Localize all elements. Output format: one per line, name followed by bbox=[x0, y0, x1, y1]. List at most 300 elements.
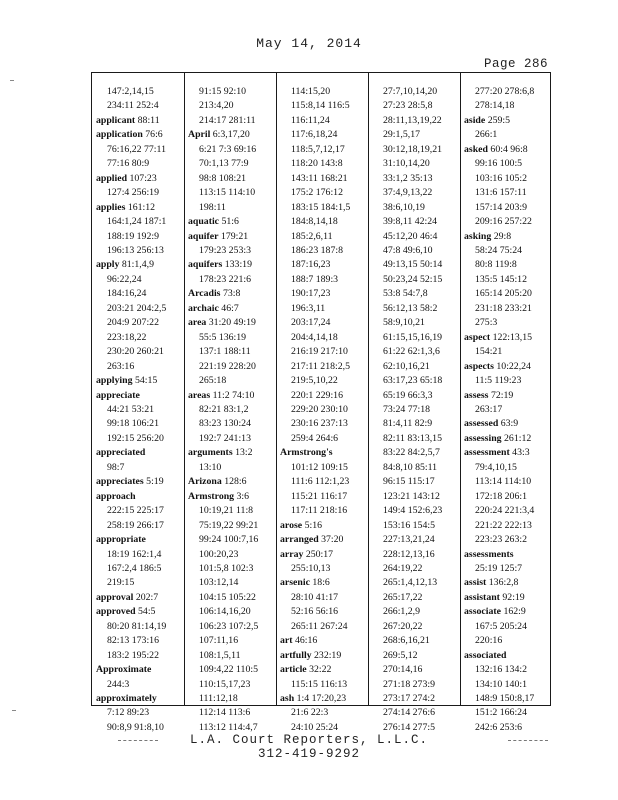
page-line-refs: 265:11 267:24 bbox=[291, 620, 348, 632]
index-entry-head bbox=[188, 446, 274, 460]
page-line-refs: 1:4 17:20,23 bbox=[296, 693, 347, 705]
page-line-refs: 277:20 278:6,8 bbox=[475, 86, 535, 97]
index-entry-head bbox=[96, 201, 182, 215]
index-term: assessed bbox=[464, 418, 499, 430]
index-entry bbox=[464, 576, 550, 590]
index-term: assessment bbox=[464, 447, 510, 459]
page-line-refs: 96:15 115:17 bbox=[383, 476, 435, 488]
page-line-refs: 63:17,23 65:18 bbox=[383, 375, 443, 387]
page-line-refs: 147:2,14,15 bbox=[107, 86, 154, 97]
index-entry bbox=[464, 331, 550, 360]
page-line-refs: 99:24 100:7,16 bbox=[199, 534, 259, 546]
page-line-refs: 179:23 253:3 bbox=[199, 244, 251, 256]
page-line-refs: 192:7 241:13 bbox=[199, 432, 251, 444]
page-line-refs: 32:22 bbox=[309, 664, 332, 676]
index-entry bbox=[372, 316, 458, 330]
index-entry bbox=[96, 605, 182, 663]
page-line-refs: 263:17 bbox=[475, 403, 503, 415]
page-line-refs: 63:9 bbox=[500, 418, 519, 430]
page-line-refs: 154:21 bbox=[475, 346, 503, 358]
index-entry bbox=[96, 172, 182, 201]
index-entry bbox=[280, 389, 366, 403]
index-entry bbox=[464, 99, 550, 113]
page-line-refs: 265:18 bbox=[199, 375, 227, 387]
index-entry-head bbox=[464, 576, 550, 590]
index-term: art bbox=[280, 635, 293, 647]
page-line-refs: 118:20 143:8 bbox=[291, 158, 343, 170]
index-entry bbox=[280, 143, 366, 157]
page-line-refs: 18:6 bbox=[312, 577, 330, 589]
index-entry bbox=[188, 475, 274, 489]
page-line-refs: 106:23 107:2,5 bbox=[199, 620, 259, 632]
page-line-refs: 58:9,10,21 bbox=[383, 317, 425, 329]
page-line-refs: 220:24 221:3,4 bbox=[475, 505, 535, 517]
index-entry bbox=[96, 389, 182, 447]
page-line-refs: 81:4,11 82:9 bbox=[383, 418, 433, 430]
page-line-refs: 82:11 83:13,15 bbox=[383, 432, 442, 444]
page-line-refs: 75:19,22 99:21 bbox=[199, 519, 259, 531]
page-line-refs: 183:15 184:1,5 bbox=[291, 201, 351, 213]
page-line-refs: 229:20 230:10 bbox=[291, 403, 348, 415]
index-entry bbox=[372, 230, 458, 244]
page-line-refs: 13:2 bbox=[235, 447, 253, 459]
page-line-refs: 230:20 260:21 bbox=[107, 346, 164, 358]
page-line-refs: 115:21 116:17 bbox=[291, 490, 348, 502]
index-entry-head bbox=[464, 114, 550, 128]
index-entry-head bbox=[188, 316, 274, 330]
index-entry bbox=[188, 114, 274, 128]
index-entry-head bbox=[464, 548, 550, 562]
index-entry bbox=[372, 403, 458, 417]
page-line-refs: 216:19 217:10 bbox=[291, 346, 348, 358]
page-line-refs: 203:17,24 bbox=[291, 317, 331, 329]
index-term: appropriate bbox=[96, 534, 146, 546]
page-line-refs: 58:24 75:24 bbox=[475, 244, 523, 256]
page-line-refs: 84:8,10 85:11 bbox=[383, 461, 438, 473]
index-entry-head bbox=[96, 258, 182, 272]
page-line-refs: 230:16 237:13 bbox=[291, 418, 348, 430]
page-line-refs: 24:10 25:24 bbox=[291, 721, 339, 733]
page-line-refs: 266:1,2,9 bbox=[383, 606, 421, 618]
index-entry bbox=[464, 360, 550, 389]
page-line-refs: 137:1 188:11 bbox=[199, 346, 251, 358]
index-term: associated bbox=[464, 649, 507, 661]
page-line-refs: 39:8,11 42:24 bbox=[383, 216, 438, 228]
page-line-refs: 21:6 22:3 bbox=[291, 707, 329, 719]
index-entry bbox=[464, 605, 550, 648]
page-line-refs: 167:5 205:24 bbox=[475, 620, 527, 632]
index-entry bbox=[96, 533, 182, 591]
index-entry bbox=[280, 201, 366, 215]
page-line-refs: 53:8 54:7,8 bbox=[383, 288, 428, 300]
index-entry-head bbox=[96, 389, 182, 403]
index-entry bbox=[188, 302, 274, 316]
index-entry bbox=[280, 244, 366, 258]
page-line-refs: 109:4,22 110:5 bbox=[199, 664, 258, 676]
index-entry bbox=[372, 576, 458, 590]
page-line-refs: 219:5,10,22 bbox=[291, 375, 338, 387]
page-line-refs: 128:6 bbox=[224, 476, 247, 488]
index-entry bbox=[188, 389, 274, 447]
page-line-refs: 49:13,15 50:14 bbox=[383, 259, 443, 271]
index-entry bbox=[96, 374, 182, 388]
page-line-refs: 91:15 92:10 bbox=[199, 86, 247, 97]
index-entry-head bbox=[96, 591, 182, 605]
index-entry-head bbox=[280, 634, 366, 648]
index-entry-head bbox=[96, 128, 182, 142]
index-entry bbox=[96, 258, 182, 374]
index-term: area bbox=[188, 317, 207, 329]
index-term: assist bbox=[464, 577, 487, 589]
page-line-refs: 82:13 173:16 bbox=[107, 635, 159, 647]
index-entry-head bbox=[464, 591, 550, 605]
index-entry bbox=[372, 389, 458, 403]
page-line-refs: 209:16 257:22 bbox=[475, 216, 532, 228]
index-entry bbox=[280, 417, 366, 431]
page-line-refs: 77:16 80:9 bbox=[107, 158, 150, 170]
page-line-refs: 73:8 bbox=[222, 288, 241, 300]
index-entry bbox=[464, 417, 550, 431]
court-reporter-phone: 312-419-9292 bbox=[257, 747, 360, 761]
index-term: artfully bbox=[280, 649, 312, 661]
index-term: arose bbox=[280, 519, 303, 531]
page-line-refs: 103:12,14 bbox=[199, 577, 239, 589]
index-entry bbox=[96, 475, 182, 489]
index-column-3 bbox=[280, 85, 366, 733]
index-entry bbox=[96, 490, 182, 533]
index-entry bbox=[372, 605, 458, 619]
index-entry bbox=[464, 548, 550, 577]
page-line-refs: 136:2,8 bbox=[488, 577, 519, 589]
page-line-refs: 11:2 74:10 bbox=[212, 389, 255, 401]
page-line-refs: 5:16 bbox=[304, 519, 323, 531]
page-line-refs: 54:5 bbox=[138, 606, 156, 618]
page-line-refs: 7:12 89:23 bbox=[107, 707, 150, 719]
index-entry bbox=[188, 446, 274, 475]
page-line-refs: 50:23,24 52:15 bbox=[383, 273, 443, 285]
index-term: Armstrong bbox=[188, 490, 235, 502]
index-entry-head bbox=[464, 432, 550, 446]
page-line-refs: 127:4 256:19 bbox=[107, 187, 159, 199]
index-entry bbox=[280, 432, 366, 446]
index-term: Arcadis bbox=[188, 288, 221, 300]
page-line-refs: 167:2,4 186:5 bbox=[107, 562, 162, 574]
page-line-refs: 73:24 77:18 bbox=[383, 403, 431, 415]
page-line-refs: 187:16,23 bbox=[291, 259, 331, 271]
index-term: Arizona bbox=[188, 476, 222, 488]
page-line-refs: 103:16 105:2 bbox=[475, 172, 527, 184]
index-entry bbox=[280, 519, 366, 533]
page-line-refs: 132:16 134:2 bbox=[475, 664, 527, 676]
page-line-refs: 266:1 bbox=[475, 129, 498, 141]
index-entry bbox=[372, 620, 458, 634]
index-entry bbox=[372, 114, 458, 128]
page-line-refs: 25:19 125:7 bbox=[475, 562, 523, 574]
index-entry-head bbox=[280, 533, 366, 547]
page-line-refs: 270:14,16 bbox=[383, 664, 423, 676]
index-entry bbox=[372, 417, 458, 431]
index-entry bbox=[372, 128, 458, 142]
page-line-refs: 37:20 bbox=[321, 534, 344, 546]
index-term: aside bbox=[464, 114, 486, 126]
page-line-refs: 80:8 119:8 bbox=[475, 259, 517, 271]
index-entry-head bbox=[280, 692, 366, 706]
index-term: assess bbox=[464, 389, 489, 401]
index-entry bbox=[188, 258, 274, 287]
page-line-refs: 214:17 281:11 bbox=[199, 114, 256, 126]
page-line-refs: 204:9 207:22 bbox=[107, 317, 159, 329]
page-line-refs: 134:10 140:1 bbox=[475, 678, 527, 690]
page-line-refs: 157:14 203:9 bbox=[475, 201, 527, 213]
index-term: approval bbox=[96, 591, 134, 603]
page-line-refs: 101:5,8 102:3 bbox=[199, 562, 254, 574]
page-line-refs: 5:19 bbox=[146, 476, 164, 488]
page-line-refs: 172:18 206:1 bbox=[475, 490, 527, 502]
index-entry-head bbox=[96, 446, 182, 460]
index-entry bbox=[464, 591, 550, 605]
page-line-refs: 72:19 bbox=[490, 389, 514, 401]
index-term: appreciates bbox=[96, 476, 144, 488]
page-line-refs: 219:15 bbox=[107, 577, 135, 589]
index-entry-head bbox=[464, 649, 550, 663]
index-entry bbox=[188, 215, 274, 229]
column-divider bbox=[368, 73, 369, 705]
index-entry bbox=[96, 591, 182, 605]
index-entry-head bbox=[280, 548, 366, 562]
index-entry bbox=[372, 591, 458, 605]
index-term: asking bbox=[464, 230, 492, 242]
index-entry bbox=[280, 302, 366, 316]
page-line-refs: 250:17 bbox=[305, 548, 334, 560]
page-line-refs: 99:16 100:5 bbox=[475, 158, 523, 170]
index-entry bbox=[188, 287, 274, 301]
index-term: assessing bbox=[464, 432, 502, 444]
page-line-refs: 264:19,22 bbox=[383, 562, 423, 574]
index-term: associate bbox=[464, 606, 502, 618]
page-line-refs: 46:16 bbox=[294, 635, 318, 647]
index-entry bbox=[464, 432, 550, 446]
page-line-refs: 275:3 bbox=[475, 317, 498, 329]
page-line-refs: 192:15 256:20 bbox=[107, 432, 164, 444]
index-column-4 bbox=[372, 85, 458, 733]
page-line-refs: 184:8,14,18 bbox=[291, 216, 338, 228]
index-entry bbox=[372, 634, 458, 648]
index-entry bbox=[96, 114, 182, 128]
index-entry bbox=[280, 374, 366, 388]
index-term: Armstrong's bbox=[280, 447, 333, 459]
index-entry bbox=[280, 273, 366, 287]
index-entry-head bbox=[464, 360, 550, 374]
index-entry bbox=[372, 201, 458, 215]
index-term: Approximate bbox=[96, 664, 152, 676]
page-line-refs: 162:9 bbox=[503, 606, 526, 618]
page-line-refs: 61:22 62:1,3,6 bbox=[383, 346, 440, 358]
index-entry bbox=[372, 692, 458, 706]
page-line-refs: 258:19 266:17 bbox=[107, 519, 164, 531]
page-line-refs: 184:16,24 bbox=[107, 288, 147, 300]
page-line-refs: 107:11,16 bbox=[199, 635, 239, 647]
index-entry bbox=[372, 678, 458, 692]
page-line-refs: 263:16 bbox=[107, 360, 135, 372]
index-entry-head bbox=[188, 302, 274, 316]
page-line-refs: 269:5,12 bbox=[383, 649, 418, 661]
index-entry-head bbox=[96, 114, 182, 128]
page-line-refs: 232:19 bbox=[314, 649, 342, 661]
page-line-refs: 223:23 263:2 bbox=[475, 534, 527, 546]
page-line-refs: 29:1,5,17 bbox=[383, 129, 421, 141]
page-line-refs: 76:16,22 77:11 bbox=[107, 143, 166, 155]
index-entry bbox=[372, 475, 458, 489]
transcript-date: May 14, 2014 bbox=[256, 36, 362, 51]
index-term: April bbox=[188, 129, 211, 141]
index-entry bbox=[372, 374, 458, 388]
page-line-refs: 217:11 218:2,5 bbox=[291, 360, 350, 372]
index-entry bbox=[464, 649, 550, 736]
page-line-refs: 38:6,10,19 bbox=[383, 201, 425, 213]
index-entry bbox=[372, 432, 458, 446]
column-divider bbox=[276, 73, 277, 705]
page-line-refs: 267:20,22 bbox=[383, 620, 423, 632]
index-entry bbox=[464, 85, 550, 99]
index-entry bbox=[372, 461, 458, 475]
page-line-refs: 101:12 109:15 bbox=[291, 461, 348, 473]
index-entry bbox=[280, 533, 366, 547]
page-line-refs: 259:5 bbox=[487, 114, 511, 126]
page-line-refs: 92:19 bbox=[502, 591, 525, 603]
page-line-refs: 261:12 bbox=[504, 432, 532, 444]
index-column-2 bbox=[188, 85, 274, 733]
index-entry bbox=[372, 287, 458, 301]
page-line-refs: 135:5 145:12 bbox=[475, 273, 527, 285]
page-line-refs: 265:17,22 bbox=[383, 591, 423, 603]
page-line-refs: 27:23 28:5,8 bbox=[383, 100, 433, 112]
scan-artifact-line bbox=[118, 740, 158, 741]
page-line-refs: 62:10,16,21 bbox=[383, 360, 430, 372]
index-entry bbox=[464, 143, 550, 230]
page-line-refs: 242:6 253:6 bbox=[475, 721, 523, 733]
index-entry-head bbox=[464, 417, 550, 431]
page-line-refs: 231:18 233:21 bbox=[475, 302, 532, 314]
index-term: assessments bbox=[464, 548, 514, 560]
index-entry bbox=[464, 389, 550, 418]
index-term: asked bbox=[464, 143, 488, 155]
index-entry bbox=[372, 548, 458, 562]
page-line-refs: 178:23 221:6 bbox=[199, 273, 251, 285]
page-line-refs: 27:7,10,14,20 bbox=[383, 86, 438, 97]
page-line-refs: 28:11,13,19,22 bbox=[383, 114, 442, 126]
index-entry bbox=[280, 692, 366, 735]
index-entry bbox=[372, 706, 458, 720]
page-line-refs: 31:10,14,20 bbox=[383, 158, 430, 170]
page-line-refs: 196:13 256:13 bbox=[107, 244, 164, 256]
index-entry bbox=[280, 157, 366, 171]
page-line-refs: 165:14 205:20 bbox=[475, 288, 532, 300]
page-line-refs: 83:22 84:2,5,7 bbox=[383, 447, 440, 459]
page-line-refs: 213:4,20 bbox=[199, 100, 234, 112]
page-line-refs: 185:2,6,11 bbox=[291, 230, 333, 242]
page-line-refs: 52:16 56:16 bbox=[291, 606, 339, 618]
index-entry bbox=[372, 157, 458, 171]
index-term: array bbox=[280, 548, 304, 560]
index-entry bbox=[280, 663, 366, 692]
court-reporter-name: L.A. Court Reporters, L.L.C. bbox=[189, 733, 429, 747]
page-line-refs: 88:11 bbox=[137, 114, 160, 126]
index-entry bbox=[96, 446, 182, 475]
index-term: approximately bbox=[96, 693, 157, 705]
page-line-refs: 110:15,17,23 bbox=[199, 678, 251, 690]
index-entry bbox=[280, 634, 366, 648]
index-entry bbox=[372, 490, 458, 504]
index-column-1 bbox=[96, 85, 182, 733]
index-entry bbox=[188, 85, 274, 99]
index-entry bbox=[280, 446, 366, 518]
index-term: aspects bbox=[464, 360, 494, 372]
index-entry bbox=[372, 562, 458, 576]
index-term: assistant bbox=[464, 591, 500, 603]
index-entry-head bbox=[464, 389, 550, 403]
page-line-refs: 18:19 162:1,4 bbox=[107, 548, 162, 560]
index-entry bbox=[280, 172, 366, 186]
column-divider bbox=[184, 73, 185, 705]
index-entry bbox=[96, 692, 182, 735]
page-line-refs: 161:12 bbox=[127, 201, 156, 213]
page-line-refs: 220:16 bbox=[475, 635, 503, 647]
page-line-refs: 268:6,16,21 bbox=[383, 635, 430, 647]
page-line-refs: 151:2 166:24 bbox=[475, 707, 527, 719]
index-entry-head bbox=[280, 519, 366, 533]
index-entry-head bbox=[280, 663, 366, 677]
index-entry bbox=[96, 201, 182, 259]
index-entry-head bbox=[188, 230, 274, 244]
page-line-refs: 153:16 154:5 bbox=[383, 519, 435, 531]
page-line-refs: 6:21 7:3 69:16 bbox=[199, 143, 257, 155]
index-entry bbox=[280, 360, 366, 374]
index-entry bbox=[280, 331, 366, 345]
page-line-refs: 80:20 81:14,19 bbox=[107, 620, 167, 632]
index-entry bbox=[280, 287, 366, 301]
index-term: arsenic bbox=[280, 577, 310, 589]
page-line-refs: 107:23 bbox=[129, 172, 157, 184]
index-term: aquatic bbox=[188, 216, 220, 228]
index-entry bbox=[372, 331, 458, 345]
index-entry-head bbox=[188, 490, 274, 504]
page-line-refs: 222:15 225:17 bbox=[107, 505, 164, 517]
index-term: arranged bbox=[280, 534, 319, 546]
page-line-refs: 83:23 130:24 bbox=[199, 418, 251, 430]
page-line-refs: 113:12 114:4,7 bbox=[199, 721, 258, 733]
page-line-refs: 198:11 bbox=[199, 201, 226, 213]
page-line-refs: 30:12,18,19,21 bbox=[383, 143, 443, 155]
page-line-refs: 190:17,23 bbox=[291, 288, 331, 300]
page-line-refs: 148:9 150:8,17 bbox=[475, 693, 535, 705]
page-line-refs: 244:3 bbox=[107, 678, 130, 690]
index-entry bbox=[372, 302, 458, 316]
page-line-refs: 13:10 bbox=[199, 461, 222, 473]
page-line-refs: 220:1 229:16 bbox=[291, 389, 343, 401]
page-line-refs: 112:14 113:6 bbox=[199, 707, 251, 719]
index-entry bbox=[464, 230, 550, 331]
page-line-refs: 221:22 222:13 bbox=[475, 519, 532, 531]
index-entry bbox=[464, 446, 550, 547]
index-entry bbox=[96, 85, 182, 99]
page-line-refs: 113:14 114:10 bbox=[475, 476, 532, 488]
index-term: approach bbox=[96, 490, 136, 502]
page-line-refs: 33:1,2 35:13 bbox=[383, 172, 433, 184]
page-line-refs: 196:3,11 bbox=[291, 302, 326, 314]
page-line-refs: 98:8 108:21 bbox=[199, 172, 247, 184]
index-entry-head bbox=[96, 475, 182, 489]
index-entry bbox=[372, 258, 458, 272]
